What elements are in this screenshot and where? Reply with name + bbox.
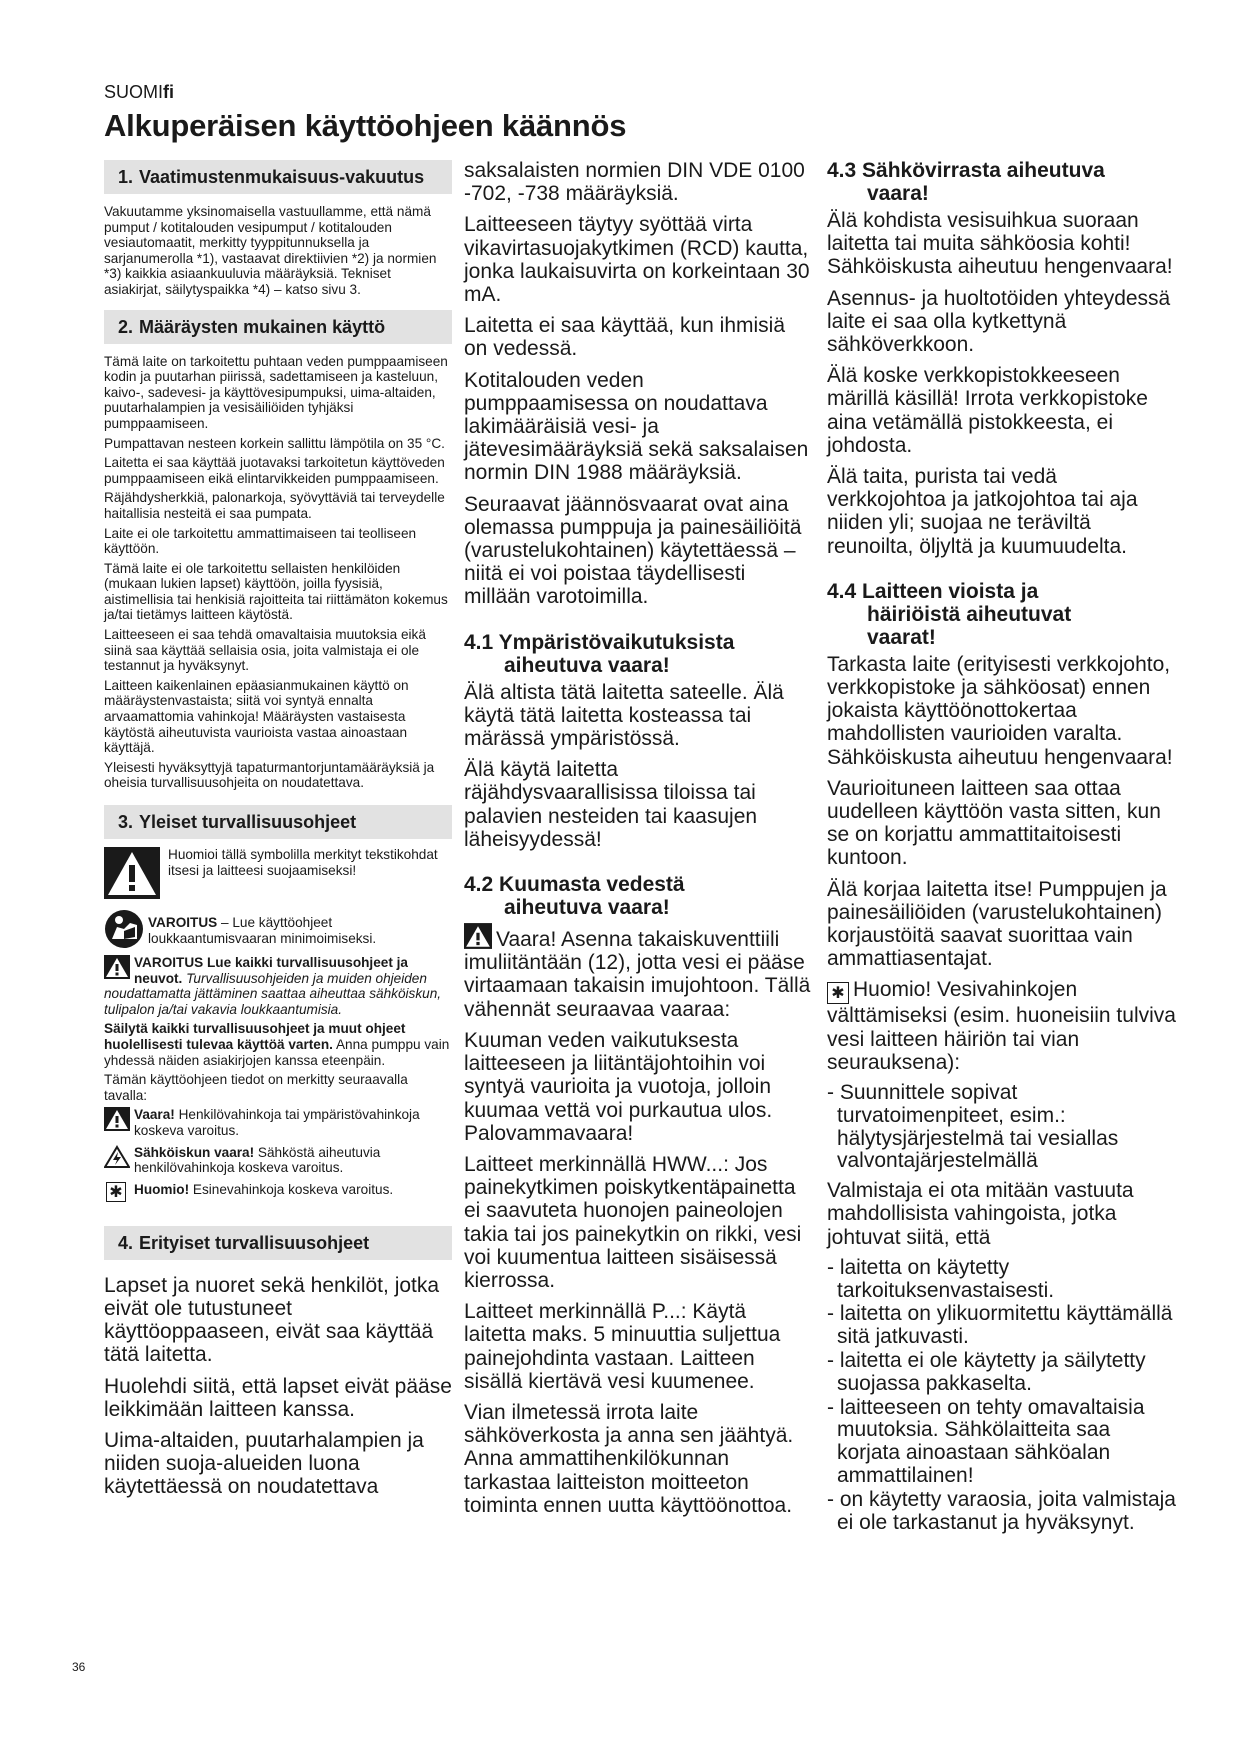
precaution-list xyxy=(827,1082,1177,1173)
paragraph: Vaurioituneen laitteen saa ottaa uudelleen käyttöön vasta sitten, kun se on korjattu ammattitaitoisesti kuntoon. xyxy=(827,776,1161,870)
read-manual-row xyxy=(104,909,452,949)
legend-danger: Vaara! Henkilövahinkoja tai ympäristövahinkoja koskeva varoitus. xyxy=(104,1107,452,1138)
paragraph: Älä altista tätä laitetta sateelle. Älä käytä tätä laitetta kosteassa tai märässä ympäristössä. xyxy=(464,680,784,751)
paragraph: Seuraavat jäännösvaarat ovat aina olemassa pumppuja ja painesäiliöitä (varustelukohtainen) käytettäessä – niitä ei voi poistaa täydellisesti millään varotoimilla. xyxy=(464,492,802,609)
heading-4-1: 4.1 Ympäristövaikutuksista aiheutuva vaara! xyxy=(464,630,735,677)
read-manual-text: VAROITUS – Lue käyttöohjeet loukkaantumisvaaran minimoimiseksi. xyxy=(148,915,377,946)
paragraph: Älä käytä laitetta räjähdysvaarallisissa tiloissa tai palavien nesteiden tai kaasujen läheisyydessä! xyxy=(464,758,758,851)
column-middle xyxy=(464,159,812,1525)
paragraph: Laitteet merkinnällä P...: Käytä laitetta maks. 5 minuuttia suljettua painejohdinta vastaan. Laitteen sisällä kiertävä vesi kuumenee. xyxy=(464,1300,781,1393)
attention-paragraph: ✱ Huomio! Vesivahinkojen välttämiseksi (esim. huoneisiin tulviva vesi laitteen häiriön tai vian seurauksena): xyxy=(827,978,1176,1074)
attention-asterisk-icon: ✱ xyxy=(827,982,849,1004)
paragraph: Älä kohdista vesisuihkua suoraan laitetta tai muita sähköosia kohti! Sähköiskusta aiheutuu hengenvaara! xyxy=(827,209,1173,279)
warning-all-instructions: VAROITUS Lue kaikki turvallisuusohjeet ja neuvot. Turvallisuusohjeiden ja muiden ohjeiden noudattamatta jättäminen saattaa aiheuttaa sähköiskun, tulipalon ja/tai vakavia loukkaantumisia. xyxy=(104,955,442,1017)
section-2-heading: 2. Määräysten mukainen käyttö xyxy=(104,310,452,344)
section-1-body xyxy=(104,204,452,298)
section-3-body xyxy=(104,847,452,1202)
paragraph: Vian ilmetessä irrota laite sähköverkosta ja anna sen jäähtyä. Anna ammattihenkilökunnan tarkastaa laitteiston moitteeton toiminta ennen uutta käyttöönottoa. xyxy=(464,1400,794,1517)
paragraph: Laite ei ole tarkoitettu ammattimaiseen tai teolliseen käyttöön. xyxy=(104,525,417,557)
paragraph: Älä korjaa laitetta itse! Pumppujen ja painesäiliöiden (varustelukohtainen) korjaustöitä saavat suorittaa vain ammattiasentajat. xyxy=(827,877,1167,971)
section-4-heading: 4. Erityiset turvallisuusohjeet xyxy=(104,1226,452,1260)
liability-list xyxy=(827,1257,1177,1535)
read-manual-icon xyxy=(104,909,144,949)
column-left xyxy=(104,160,452,1507)
page-title: Alkuperäisen käyttöohjeen käännös xyxy=(104,108,627,143)
paragraph: Lapset ja nuoret sekä henkilöt, jotka eivät ole tutustuneet käyttöoppaaseen, eivät saa käyttää tätä laitetta. xyxy=(104,1273,440,1367)
warning-triangle-icon xyxy=(464,923,492,949)
paragraph: Vakuutamme yksinomaisella vastuullamme, että nämä pumput / kotitalouden vesipumput / kotitalouden vesiautomaatit, merkitty tyyppitunnuksella ja sarjanumerolla *1), vastaavat direktiivien *2) ja normien *3) kaikkia asiaankuuluvia määräyksiä. Tekniset asiakirjat, säilytyspaikka *4) – katso sivu 3. xyxy=(104,204,437,297)
list-item: - on käytetty varaosia, joita valmistaja ei ole tarkastanut ja hyväksynyt. xyxy=(827,1487,1176,1534)
paragraph: Tämä laite on tarkoitettu puhtaan veden pumppaamiseen kodin ja puutarhan piirissä, sadettamiseen ja kasteluun, kaivo-, sadevesi- ja käyttövesipumpuksi, uima-altaiden, puutarhalampien ja vesisäiliöiden tyhjäksi pumppaamiseen. xyxy=(104,353,448,431)
paragraph: Laitteeseen täytyy syöttää virta vikavirtasuojakytkimen (RCD) kautta, jonka laukaisuvirta on korkeintaan 30 mA. xyxy=(464,213,810,307)
section-2-body xyxy=(104,354,452,791)
paragraph: Laitteen kaikenlainen epäasianmukainen käyttö on määräystenvastaista; siitä voi syntyä ennalta arvaamattomia vahinkoja! Määräysten vastaisesta käytöstä aiheutuvista vaurioista vastaa ainoastaan käyttäjä. xyxy=(104,677,409,756)
warning-triangle-large-icon xyxy=(104,847,160,899)
column-right xyxy=(827,159,1177,1540)
list-item: - laitetta ei ole käytetty ja säilytetty suojassa pakkaselta. xyxy=(827,1349,1146,1395)
legend-attention: ✱ Huomio! Esinevahinkoja koskeva varoitus. xyxy=(104,1182,452,1202)
paragraph: Kotitalouden veden pumppaamisessa on noudattava lakimääräisiä vesi- ja jätevesimääräyksiä sekä saksalaisen normin DIN 1988 määräyksiä. xyxy=(464,368,809,485)
section-1-heading: 1. Vaatimustenmukaisuus-vakuutus xyxy=(104,160,452,194)
heading-4-3: 4.3 Sähkövirrasta aiheutuva vaara! xyxy=(827,159,1105,205)
paragraph: Huolehdi siitä, että lapset eivät pääse leikkimään laitteen kanssa. xyxy=(104,1374,452,1421)
paragraph: Kuuman veden vaikutuksesta laitteeseen ja liitäntäjohtoihin voi syntyä vaurioita ja vuotoja, jolloin kuumaa vettä voi purkautua ulos. Palovammavaara! xyxy=(464,1028,773,1145)
paragraph: Tarkasta laite (erityisesti verkkojohto, verkkopistoke ja sähköosat) ennen jokaista käyttöönottokertaa mahdollisten vaurioiden varalta. Sähköiskusta aiheutuu hengenvaara! xyxy=(827,652,1173,769)
warning-triangle-icon xyxy=(104,1107,130,1131)
section-4-body xyxy=(104,1274,452,1499)
warning-triangle-icon xyxy=(104,955,130,979)
keep-instructions: Säilytä kaikki turvallisuusohjeet ja muut ohjeet huolellisesti tulevaa käyttöä varten. Anna pumppu vain yhdessä näiden asiakirjojen kanssa eteenpäin. xyxy=(104,1021,450,1068)
paragraph: Tämä laite ei ole tarkoitettu sellaisten henkilöiden (mukaan lukien lapset) käyttöön, joilla fyysisiä, aistimellisia tai henkisiä rajoitteita tai riittämäton kokemus ja/tai tietämys laitteen käytöstä. xyxy=(104,560,448,623)
list-item: - laitetta on käytetty tarkoituksenvastaisesti. xyxy=(827,1255,1055,1302)
paragraph: Laitetta ei saa käyttää juotavaksi tarkoitetun käyttöveden pumppaamiseen eikä elintarvikkeiden pumppaamiseen. xyxy=(104,455,445,486)
symbol-note-text: Huomioi tällä symbolilla merkityt tekstikohdat itsesi ja laitteesi suojaamiseksi! xyxy=(168,847,438,878)
legend-electric: Sähköiskun vaara! Sähköstä aiheutuvia henkilövahinkoja koskeva varoitus. xyxy=(104,1145,452,1176)
paragraph: Pumpattavan nesteen korkein sallittu lämpötila on 35 °C. xyxy=(104,435,445,451)
list-item: - Suunnittele sopivat turvatoimenpiteet, esim.: hälytysjärjestelmä tai vesiallas valvontajärjestelmällä xyxy=(827,1081,1119,1173)
paragraph: Uima-altaiden, puutarhalampien ja niiden suoja-alueiden luona käytettäessä on noudatettava xyxy=(104,1428,424,1499)
paragraph: Älä koske verkkopistokkeeseen märillä käsillä! Irrota verkkopistoke aina vetämällä pistokkeesta, ei johdosta. xyxy=(827,364,1148,457)
symbol-note-row xyxy=(104,847,452,899)
paragraph: saksalaisten normien DIN VDE 0100 -702, -738 määräyksiä. xyxy=(464,159,805,206)
danger-paragraph: Vaara! Asenna takaiskuventtiili imuliitäntään (12), jotta vesi ei pääse virtaamaan takaisin imujohtoon. Tällä vähennät seuraavaa vaaraa: xyxy=(464,923,812,1021)
heading-4-2: 4.2 Kuumasta vedestä aiheutuva vaara! xyxy=(464,873,685,920)
paragraph: Asennus- ja huoltotöiden yhteydessä laite ei saa olla kytkettynä sähköverkkoon. xyxy=(827,286,1171,357)
page-number: 36 xyxy=(72,1660,86,1674)
heading-4-4: 4.4 Laitteen vioista ja häiriöistä aiheutuvat vaarat! xyxy=(827,579,1072,649)
language-label: SUOMIfi xyxy=(104,82,175,102)
paragraph: Laitteet merkinnällä HWW...: Jos painekytkimen poiskytkentäpainetta ei saavuteta huonojen paineolojen takia tai jos painekytkin on rikki, vesi voi kuumentua laitteen sisäisessä kierrossa. xyxy=(464,1152,802,1292)
section-3-heading: 3. Yleiset turvallisuusohjeet xyxy=(104,805,452,839)
paragraph: Valmistaja ei ota mitään vastuuta mahdollisista vahingoista, jotka johtuvat siitä, että xyxy=(827,1179,1134,1249)
paragraph: Laitteeseen ei saa tehdä omavaltaisia muutoksia eikä siinä saa käyttää sellaisia osia, joita valmistaja ei ole testannut ja hyväksynyt. xyxy=(104,627,426,674)
paragraph: Räjähdysherkkiä, palonarkoja, syövyttäviä tai terveydelle haitallisia nesteitä ei saa pumpata. xyxy=(104,490,445,521)
paragraph: Yleisesti hyväksyttyjä tapaturmantorjuntamääräyksiä ja oheisia turvallisuusohjeita on noudatettava. xyxy=(104,759,435,791)
list-item: - laitetta on ylikuormitettu käyttämällä sitä jatkuvasti. xyxy=(827,1302,1173,1349)
attention-asterisk-icon: ✱ xyxy=(106,1182,126,1202)
paragraph: Älä taita, purista tai vedä verkkojohtoa ja jatkojohtoa tai aja niiden yli; suojaa ne teräviltä reunoilta, öljyltä ja kuumuudelta. xyxy=(827,465,1138,558)
electric-shock-icon xyxy=(104,1145,130,1169)
paragraph: Laitetta ei saa käyttää, kun ihmisiä on vedessä. xyxy=(464,314,786,361)
list-item: - laitteeseen on tehty omavaltaisia muutoksia. Sähkölaitteita saa korjata ainoastaan sähköalan ammattilainen! xyxy=(827,1395,1145,1488)
paragraph: Tämän käyttöohjeen tiedot on merkitty seuraavalla tavalla: xyxy=(104,1072,408,1103)
